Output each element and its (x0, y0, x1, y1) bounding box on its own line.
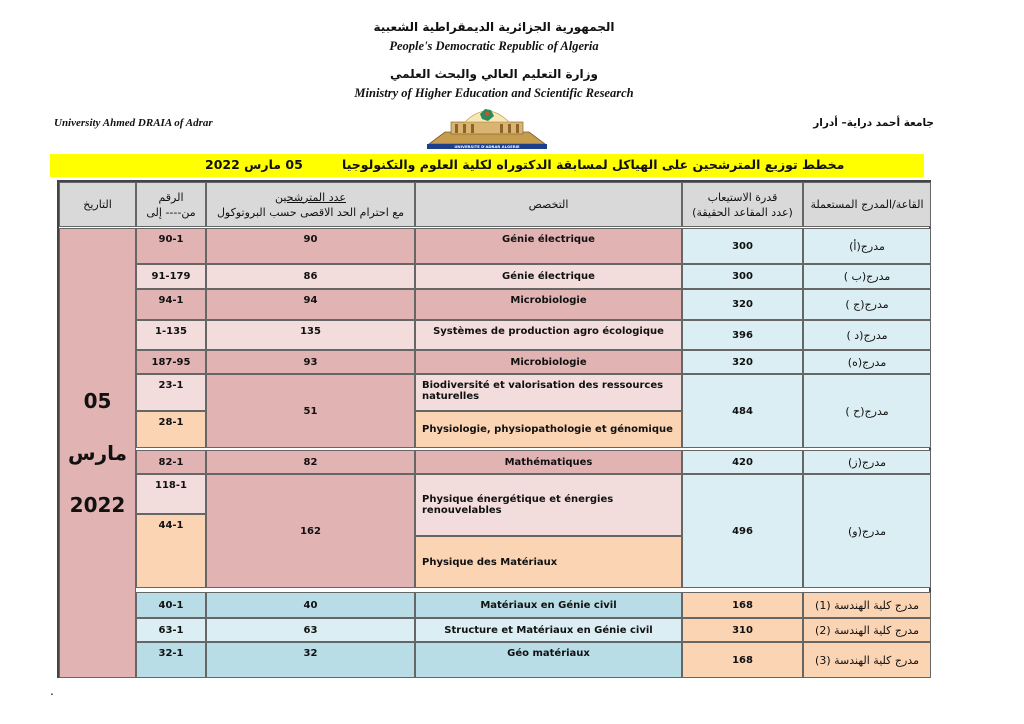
specialty-cell: Physique énergétique et énergies renouvelables (415, 474, 682, 536)
count-cell: 32 (206, 642, 415, 678)
hall-cell: مدرج(و) (803, 474, 931, 588)
count-cell: 63 (206, 618, 415, 642)
number-cell: 44-1 (136, 514, 206, 588)
count-cell: 162 (206, 474, 415, 588)
hall-cell: مدرج(ج ) (803, 289, 931, 320)
header-number-sub: من---- إلى (146, 205, 196, 219)
header-specialty (415, 182, 682, 227)
header-date-label: التاريخ (83, 198, 112, 211)
specialty-cell: Microbiologie (415, 289, 682, 320)
footer-mark: . (50, 684, 54, 698)
capacity-cell: 396 (682, 320, 803, 350)
hall-cell: مدرج(أ) (803, 228, 931, 264)
header-number (136, 182, 206, 227)
header-number-label: الرقم (158, 190, 184, 204)
count-cell: 94 (206, 289, 415, 320)
header-capacity (682, 182, 803, 227)
specialty-cell: Structure et Matériaux en Génie civil (415, 618, 682, 642)
capacity-cell: 320 (682, 350, 803, 374)
specialty-cell: Génie électrique (415, 264, 682, 289)
hall-cell: مدرج كلية الهندسة (2) (803, 618, 931, 642)
header-count (206, 182, 415, 227)
university-name-english: University Ahmed DRAIA of Adrar (54, 117, 213, 129)
capacity-cell: 496 (682, 474, 803, 588)
date-month: مارس (67, 441, 127, 465)
hall-cell: مدرج(د ) (803, 320, 931, 350)
date-day: 05 (83, 389, 112, 413)
number-cell: 23-1 (136, 374, 206, 411)
capacity-cell: 320 (682, 289, 803, 320)
specialty-cell: Systèmes de production agro écologique (415, 320, 682, 350)
specialty-cell: Matériaux en Génie civil (415, 592, 682, 618)
count-cell: 86 (206, 264, 415, 289)
capacity-cell: 310 (682, 618, 803, 642)
number-cell: 32-1 (136, 642, 206, 678)
date-year: 2022 (69, 493, 126, 517)
ministry-arabic: وزارة التعليم العالي والبحث العلمي (389, 67, 599, 81)
hall-cell: مدرج(ح ) (803, 374, 931, 448)
specialty-cell: Physique des Matériaux (415, 536, 682, 588)
count-cell: 82 (206, 450, 415, 474)
number-cell: 82-1 (136, 450, 206, 474)
specialty-cell: Mathématiques (415, 450, 682, 474)
header-specialty-label: التخصص (528, 198, 569, 211)
header-count-sub: مع احترام الحد الاقصى حسب البروتوكول (216, 205, 405, 219)
specialty-cell: Microbiologie (415, 350, 682, 374)
capacity-cell: 168 (682, 642, 803, 678)
date-cell (59, 228, 136, 678)
logo-caption: UNIVERSITE D'ADRAR ALGERIE (454, 144, 520, 150)
hall-cell: مدرج كلية الهندسة (3) (803, 642, 931, 678)
header-count-label: عدد المترشحين (275, 190, 346, 204)
hall-cell: مدرج(ب ) (803, 264, 931, 289)
header-hall (803, 182, 931, 227)
capacity-cell: 484 (682, 374, 803, 448)
hall-cell: مدرج(ه) (803, 350, 931, 374)
specialty-cell: Biodiversité et valorisation des ressources naturelles (415, 374, 682, 411)
number-cell: 28-1 (136, 411, 206, 448)
count-cell: 93 (206, 350, 415, 374)
capacity-cell: 300 (682, 228, 803, 264)
number-cell: 187-95 (136, 350, 206, 374)
header-capacity-label: قدرة الاستيعاب (707, 190, 778, 204)
hall-cell: مدرج كلية الهندسة (1) (803, 592, 931, 618)
number-cell: 94-1 (136, 289, 206, 320)
number-cell: 118-1 (136, 474, 206, 514)
number-cell: 63-1 (136, 618, 206, 642)
republic-arabic: الجمهورية الجزائرية الديمقراطية الشعبية (373, 20, 615, 34)
header-date (59, 182, 136, 227)
count-cell: 40 (206, 592, 415, 618)
number-cell: 91-179 (136, 264, 206, 289)
capacity-cell: 168 (682, 592, 803, 618)
count-cell: 90 (206, 228, 415, 264)
capacity-cell: 420 (682, 450, 803, 474)
capacity-cell: 300 (682, 264, 803, 289)
distribution-table (57, 180, 931, 678)
banner-title: مخطط توزيع المترشحين على الهياكل لمسابقة الدكتوراه لكلية العلوم والتكنولوجيا (342, 157, 845, 172)
header-hall-label: القاعة/المدرج المستعملة (810, 198, 924, 211)
header-capacity-sub: (عدد المقاعد الحقيقة) (692, 205, 793, 219)
count-cell: 135 (206, 320, 415, 350)
university-name-arabic: جامعة أحمد دراية– أدرار (813, 117, 934, 129)
count-cell: 51 (206, 374, 415, 448)
specialty-cell: Génie électrique (415, 228, 682, 264)
republic-english: People's Democratic Republic of Algeria (389, 39, 599, 53)
specialty-cell: Physiologie, physiopathologie et génomique (415, 411, 682, 448)
university-logo (425, 104, 549, 150)
hall-cell: مدرج(ز) (803, 450, 931, 474)
specialty-cell: Géo matériaux (415, 642, 682, 678)
number-cell: 90-1 (136, 228, 206, 264)
ministry-english: Ministry of Higher Education and Scientific Research (354, 86, 634, 100)
number-cell: 1-135 (136, 320, 206, 350)
banner-date: 05 مارس 2022 (205, 157, 303, 172)
number-cell: 40-1 (136, 592, 206, 618)
